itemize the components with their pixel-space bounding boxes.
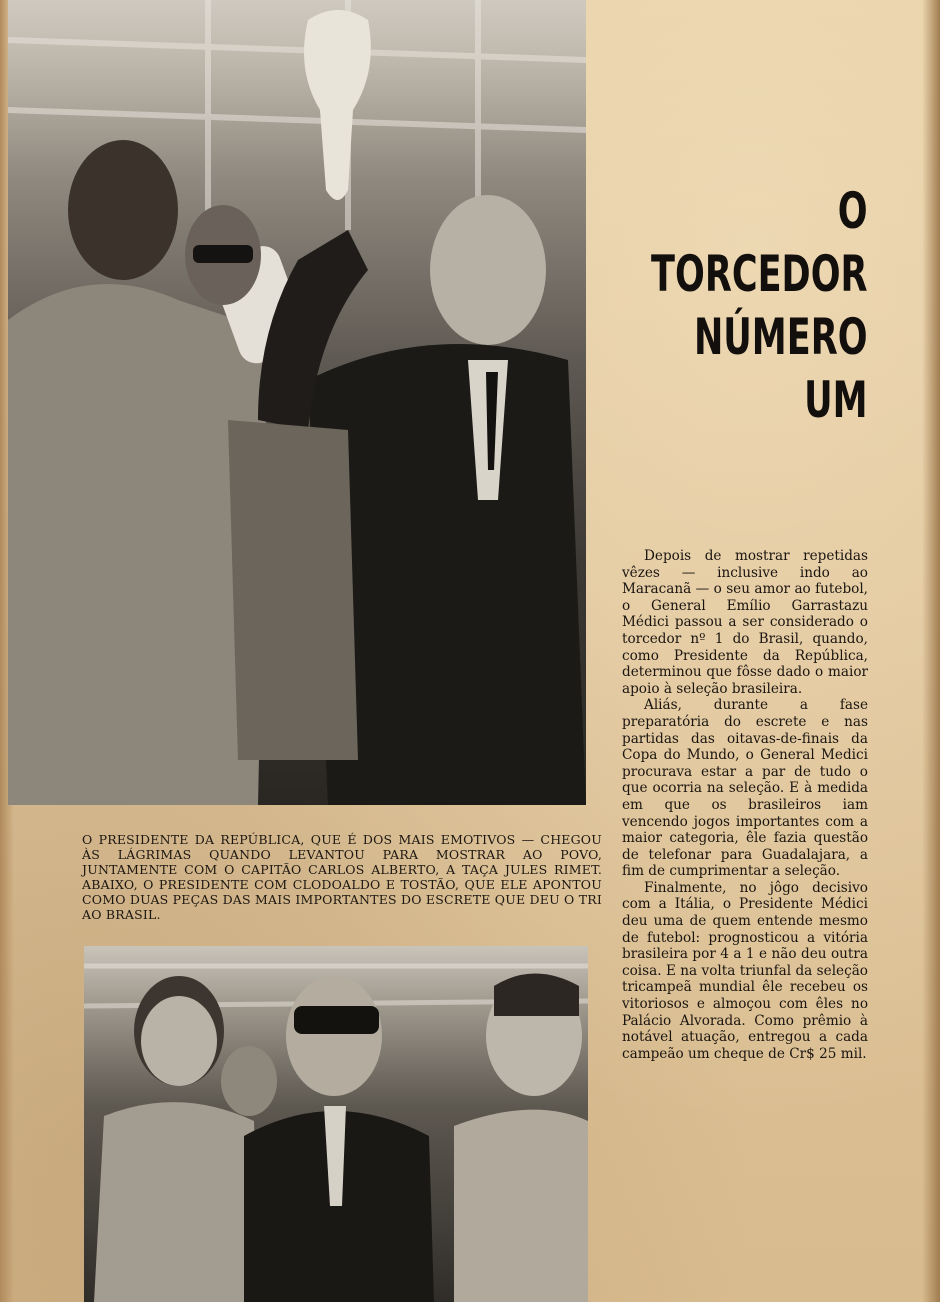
article-headline [590,180,868,432]
article-paragraph-2: Aliás, durante a fase preparatória do escrete e nas partidas das oitavas-de-finais da Copa do Mundo, o General Medici procurava estar a par de tudo o que ocorria na seleção. E à medida em que os brasileiros iam vencendo jogos importantes com a maior categoria, êle fazia questão de telefonar para Guadalajara, a fim de cumprimentar a seleção. [622,697,868,880]
photo-president-with-players-image [84,946,588,1302]
worn-right-edge [922,0,940,1302]
headline-line-4: UM [804,371,868,429]
headline-line-1: O [838,182,868,240]
headline-line-2: TORCEDOR [651,245,868,303]
headline-line-3: NÚMERO [694,308,868,366]
article-body [622,548,868,1062]
photo-caption: O PRESIDENTE DA REPÚBLICA, QUE É DOS MAIS EMOTIVOS — CHEGOU ÀS LÁGRIMAS QUANDO LEVANTOU PARA MOSTRAR AO POVO, JUNTAMENTE COM O CAPITÃO CARLOS ALBERTO, A TAÇA JULES RIMET. ABAIXO, O PRESIDENTE COM CLODOALDO E TOSTÃO, QUE ELE APONTOU COMO DUAS PEÇAS DAS MAIS IMPORTANTES DO ESCRETE QUE DEU O TRI AO BRASIL. [82,832,602,922]
article-paragraph-1: Depois de mostrar repetidas vêzes — inclusive indo ao Maracanã — o seu amor ao futebol, o General Emílio Garrastazu Médici passou a ser considerado o torcedor nº 1 do Brasil, quando, como Presidente da República, determinou que fôsse dado o maior apoio à seleção brasileira. [622,548,868,697]
photo-trophy-lift-image [8,0,586,805]
photo-president-with-players [84,946,588,1302]
photo-trophy-lift [8,0,586,805]
article-paragraph-3: Finalmente, no jôgo decisivo com a Itália, o Presidente Médici deu uma de quem entende mesmo de futebol: prognosticou a vitória brasileira por 4 a 1 e não deu outra coisa. E na volta triunfal da seleção tricampeã mundial êle recebeu os vitoriosos e almoçou com êles no Palácio Alvorada. Como prêmio à notável atuação, entregou a cada campeão um cheque de Cr$ 25 mil. [622,879,868,1062]
